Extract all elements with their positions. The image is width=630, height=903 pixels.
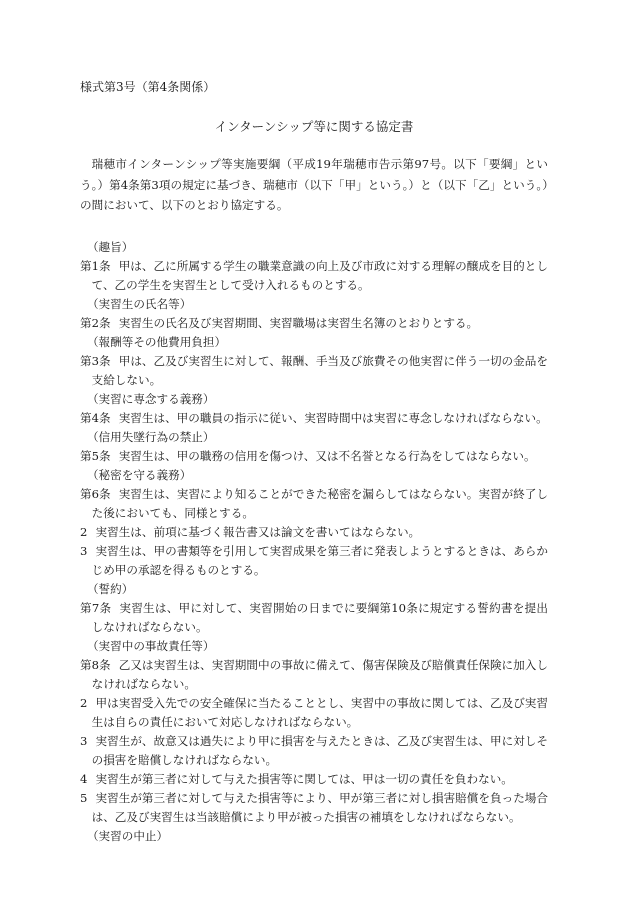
paragraph-number: 第1条: [80, 258, 111, 273]
article-paragraph: [80, 257, 548, 295]
article-subparagraph: [80, 542, 548, 580]
articles-section: [80, 238, 548, 846]
paragraph-number: 2: [80, 695, 88, 710]
paragraph-number: 第2条: [80, 315, 111, 330]
article-paragraph: [80, 599, 548, 637]
article-caption: （趣旨）: [86, 239, 134, 254]
article-caption: （報酬等その他費用負担）: [86, 334, 227, 349]
article-paragraph: [80, 447, 548, 466]
article-paragraph: [80, 314, 548, 333]
article-subparagraph: [80, 789, 548, 827]
article-paragraph: [80, 409, 548, 428]
article-subparagraph: [80, 523, 548, 542]
paragraph-text: 実習生は、甲の書類等を引用して実習成果を第三者に発表しようとするときは、あらかじめ甲の承認を得るものとする。: [91, 543, 548, 577]
paragraph-number: 2: [80, 524, 88, 539]
paragraph-text: 甲は、乙及び実習生に対して、報酬、手当及び旅費その他実習に伴う一切の金品を支給しない。: [91, 353, 548, 387]
paragraph-text: 実習生が、故意又は過失により甲に損害を与えたときは、乙及び実習生は、甲に対しその損害を賠償しなければならない。: [91, 733, 548, 767]
paragraph-number: 第8条: [80, 657, 111, 672]
paragraph-text: 実習生が第三者に対して与えた損害等に関しては、甲は一切の責任を負わない。: [95, 771, 513, 786]
paragraph-number: 5: [80, 790, 88, 805]
paragraph-text: 実習生は、前項に基づく報告書又は論文を書いてはならない。: [95, 524, 421, 539]
paragraph-number: 4: [80, 771, 88, 786]
paragraph-text: 実習生の氏名及び実習期間、実習職場は実習生名簿のとおりとする。: [118, 315, 479, 330]
paragraph-text: 甲は、乙に所属する学生の職業意識の向上及び市政に対する理解の醸成を目的として、乙の学生を実習生として受け入れるものとする。: [91, 258, 548, 292]
paragraph-text: 甲は実習受入先での安全確保に当たることとし、実習中の事故に関しては、乙及び実習生は自らの責任において対応しなければならない。: [91, 695, 548, 729]
paragraph-number: 第5条: [80, 448, 111, 463]
paragraph-number: 第3条: [80, 353, 111, 368]
paragraph-number: 第6条: [80, 486, 111, 501]
paragraph-number: 3: [80, 543, 88, 558]
document-title: インターンシップ等に関する協定書: [214, 119, 414, 134]
paragraph-number: 第7条: [80, 600, 112, 615]
preamble-paragraph: 瑞穂市インターンシップ等実施要綱（平成19年瑞穂市告示第97号。以下「要綱」という。）第4条第3項の規定に基づき、瑞穂市（以下「甲」という。）と（以下「乙」という。）の間において、以下のとおり協定する。: [80, 157, 548, 212]
article-subparagraph: [80, 694, 548, 732]
paragraph-text: 実習生は、甲に対して、実習開始の日までに要綱第10条に規定する誓約書を提出しなければならない。: [91, 600, 548, 634]
form-number: 様式第3号（第4条関係）: [80, 80, 216, 94]
article-paragraph: [80, 352, 548, 390]
article-subparagraph: [80, 770, 548, 789]
article-caption: （誓約）: [86, 581, 134, 596]
paragraph-text: 乙又は実習生は、実習期間中の事故に備えて、傷害保険及び賠償責任保険に加入しなければならない。: [91, 657, 548, 691]
article-caption: （信用失墜行為の禁止）: [86, 429, 215, 444]
paragraph-text: 実習生は、甲の職務の信用を傷つけ、又は不名誉となる行為をしてはならない。: [118, 448, 536, 463]
article-caption: （実習中の事故責任等）: [86, 638, 215, 653]
paragraph-number: 3: [80, 733, 88, 748]
article-paragraph: [80, 656, 548, 694]
paragraph-text: 実習生は、実習により知ることができた秘密を漏らしてはならない。実習が終了した後においても、同様とする。: [91, 486, 548, 520]
article-caption: （実習に専念する義務）: [86, 391, 215, 406]
article-caption: （実習生の氏名等）: [86, 296, 192, 311]
paragraph-text: 実習生が第三者に対して与えた損害等により、甲が第三者に対し損害賠償を負った場合は、乙及び実習生は当該賠償により甲が被った損害の補填をしなければならない。: [91, 790, 548, 824]
paragraph-number: 第4条: [80, 410, 111, 425]
article-subparagraph: [80, 732, 548, 770]
paragraph-text: 実習生は、甲の職員の指示に従い、実習時間中は実習に専念しなければならない。: [118, 410, 548, 425]
article-paragraph: [80, 485, 548, 523]
article-caption: （秘密を守る義務）: [86, 467, 192, 482]
article-caption: （実習の中止）: [86, 828, 169, 843]
